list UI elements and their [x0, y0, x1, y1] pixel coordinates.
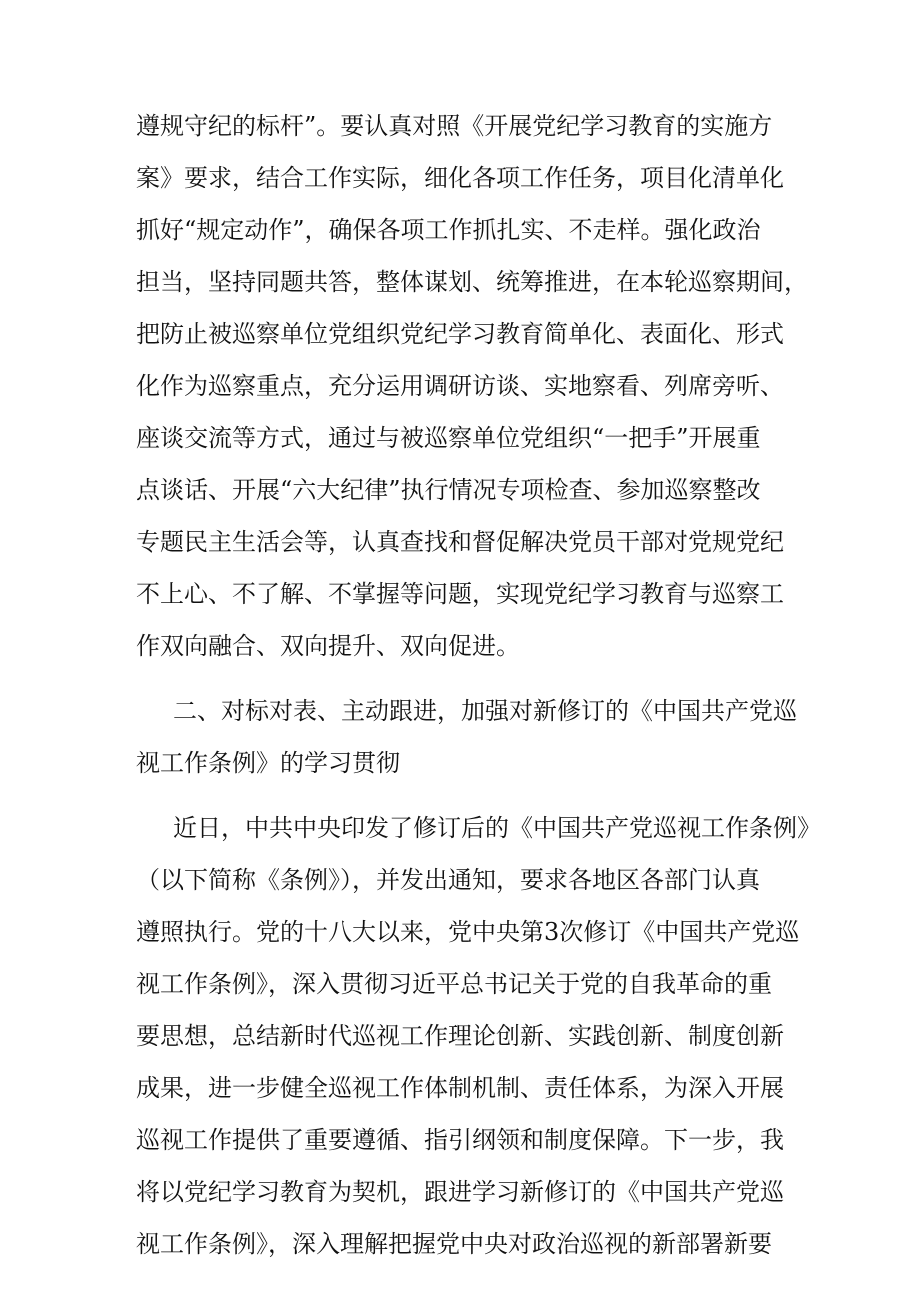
body-text-line: 案》要求，结合工作实际，细化各项工作任务，项目化清单化	[136, 164, 784, 192]
body-text-line: 遵规守纪的标杆”。要认真对照《开展党纪学习教育的实施方	[136, 112, 773, 140]
body-text-line: 成果，进一步健全巡视工作体制机制、责任体系，为深入开展	[136, 1074, 784, 1102]
body-text-line: 视工作条例》，深入贯彻习近平总书记关于党的自我革命的重	[136, 970, 772, 998]
body-text-line: 作双向融合、双向提升、双向促进。	[136, 632, 520, 660]
body-text-line: （以下简称《条例》），并发出通知，要求各地区各部门认真	[136, 866, 760, 894]
body-text-line: 化作为巡察重点，充分运用调研访谈、实地察看、列席旁听、	[136, 372, 784, 400]
body-text-line: 要思想，总结新时代巡视工作理论创新、实践创新、制度创新	[136, 1022, 784, 1050]
body-text-line: 抓好“规定动作”，确保各项工作抓扎实、不走样。强化政治	[136, 216, 761, 244]
body-text-line: 专题民主生活会等，认真查找和督促解决党员干部对党规党纪	[136, 528, 784, 556]
body-text-line: 点谈话、开展“六大纪律”执行情况专项检查、参加巡察整改	[136, 476, 761, 504]
section-heading-line: 二、对标对表、主动跟进，加强对新修订的《中国共产党巡	[173, 697, 797, 725]
body-text-line: 遵照执行。党的十八大以来，党中央第3次修订《中国共产党巡	[136, 918, 800, 946]
section-heading-line: 视工作条例》的学习贯彻	[136, 749, 400, 777]
body-text-line: 把防止被巡察单位党组织党纪学习教育简单化、表面化、形式	[136, 320, 784, 348]
body-text-line: 担当，坚持同题共答，整体谋划、统筹推进，在本轮巡察期间，	[136, 268, 808, 296]
body-text-line: 巡视工作提供了重要遵循、指引纲领和制度保障。下一步，我	[136, 1126, 784, 1154]
body-text-line: 座谈交流等方式，通过与被巡察单位党组织“一把手”开展重	[136, 424, 761, 452]
body-text-line: 不上心、不了解、不掌握等问题，实现党纪学习教育与巡察工	[136, 580, 784, 608]
body-text-line: 近日，中共中央印发了修订后的《中国共产党巡视工作条例》	[173, 814, 821, 842]
body-text-line: 将以党纪学习教育为契机，跟进学习新修订的《中国共产党巡	[136, 1178, 784, 1206]
body-text-line: 视工作条例》，深入理解把握党中央对政治巡视的新部署新要	[136, 1230, 772, 1258]
